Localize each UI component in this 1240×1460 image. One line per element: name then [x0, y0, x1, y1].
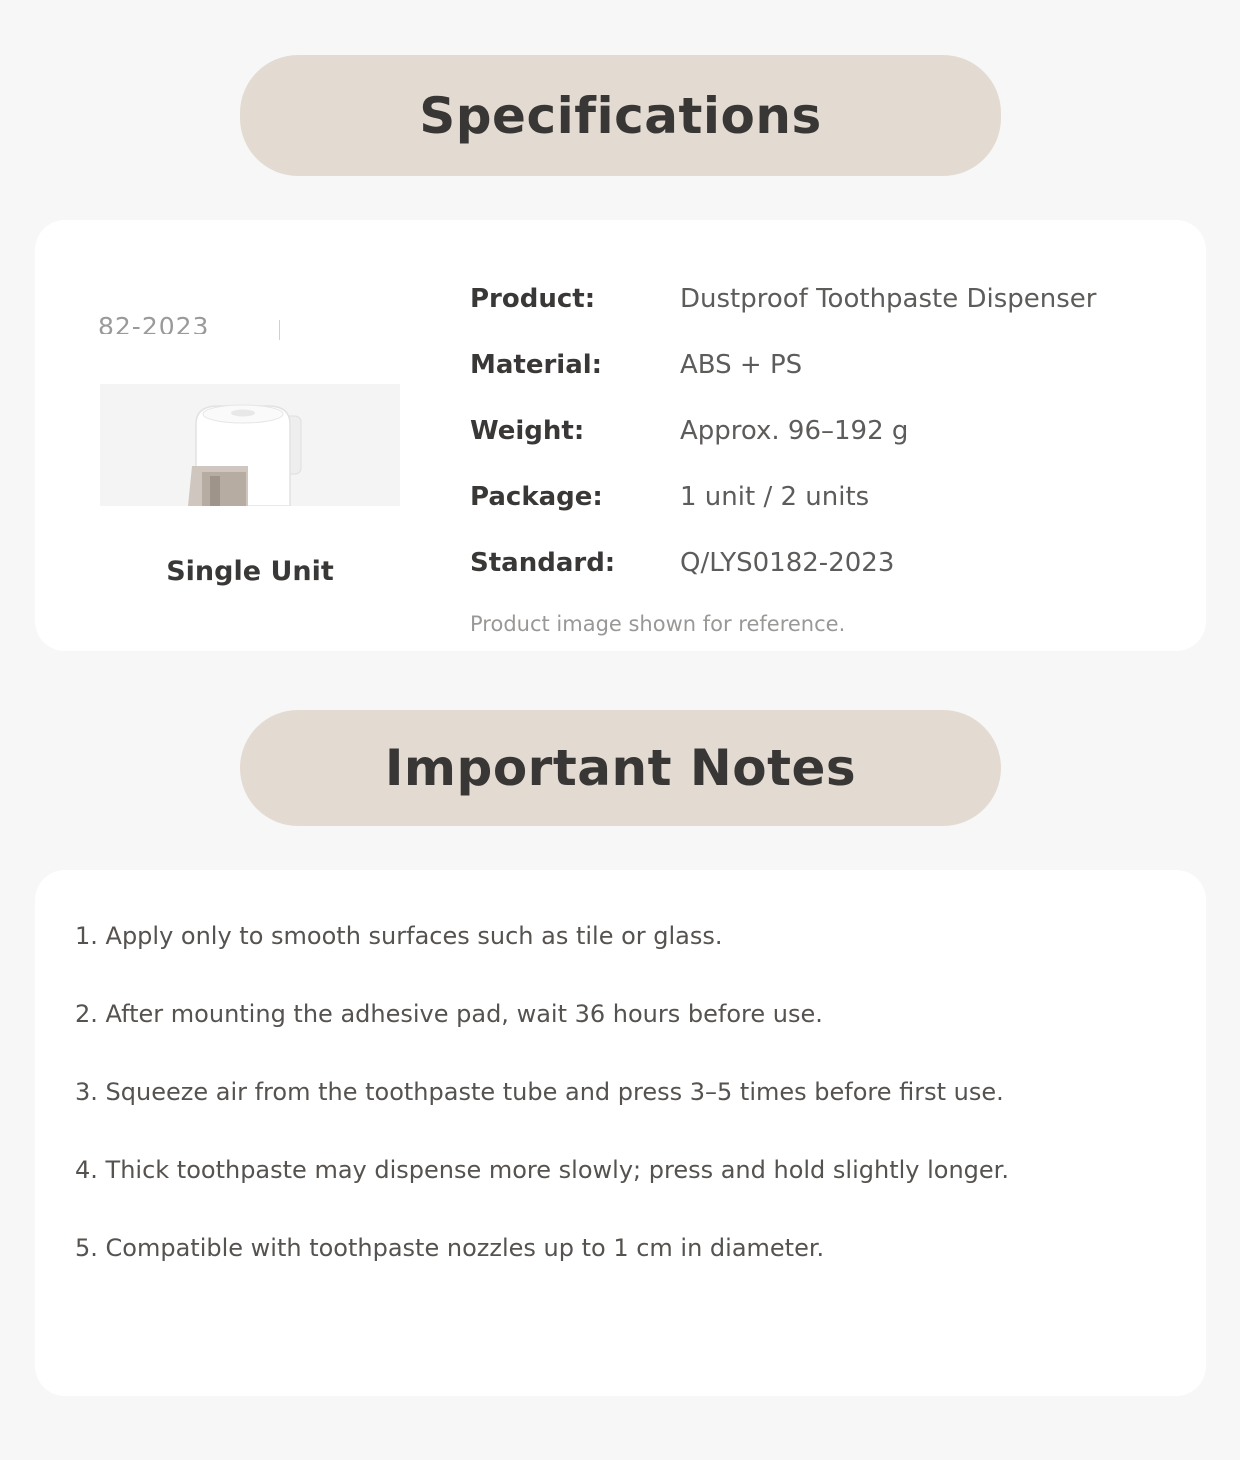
spec-value: Approx. 96–192 g: [680, 416, 909, 446]
spec-label: Weight:: [470, 416, 585, 446]
reference-footnote: Product image shown for reference.: [470, 612, 846, 636]
note-item: 4. Thick toothpaste may dispense more slowly; press and hold slightly longer.: [75, 1156, 1009, 1184]
image-stamp-text: 82-2023: [98, 312, 210, 334]
specifications-title: Specifications: [419, 86, 822, 145]
note-item: 3. Squeeze air from the toothpaste tube and press 3–5 times before first use.: [75, 1078, 1004, 1106]
important-notes-header: [240, 710, 1001, 826]
image-divider: [279, 320, 280, 340]
spec-label: Material:: [470, 350, 603, 380]
spec-label: Standard:: [470, 548, 616, 578]
spec-row-package: [470, 477, 869, 517]
important-notes-card: [35, 870, 1206, 1396]
spec-label: Package:: [470, 482, 603, 512]
toothpaste-dispenser-image: [100, 384, 400, 506]
spec-label: Product:: [470, 284, 596, 314]
important-notes-title: Important Notes: [384, 739, 857, 797]
spec-row-standard: [470, 543, 894, 583]
spec-value: Dustproof Toothpaste Dispenser: [680, 284, 1097, 314]
note-item: 1. Apply only to smooth surfaces such as tile or glass.: [75, 922, 723, 950]
spec-row-material: [470, 345, 802, 385]
note-item: 5. Compatible with toothpaste nozzles up to 1 cm in diameter.: [75, 1234, 825, 1262]
specifications-card: [35, 220, 1206, 651]
spec-value: Q/LYS0182-2023: [680, 548, 895, 578]
spec-row-weight: [470, 411, 908, 451]
specifications-header: [240, 55, 1001, 176]
spec-value: 1 unit / 2 units: [680, 482, 870, 512]
note-item: 2. After mounting the adhesive pad, wait 36 hours before use.: [75, 1000, 823, 1028]
product-image: [100, 384, 400, 506]
spec-value: ABS + PS: [680, 350, 803, 380]
image-caption: Single Unit: [166, 556, 334, 587]
spec-row-product: [470, 279, 1096, 319]
